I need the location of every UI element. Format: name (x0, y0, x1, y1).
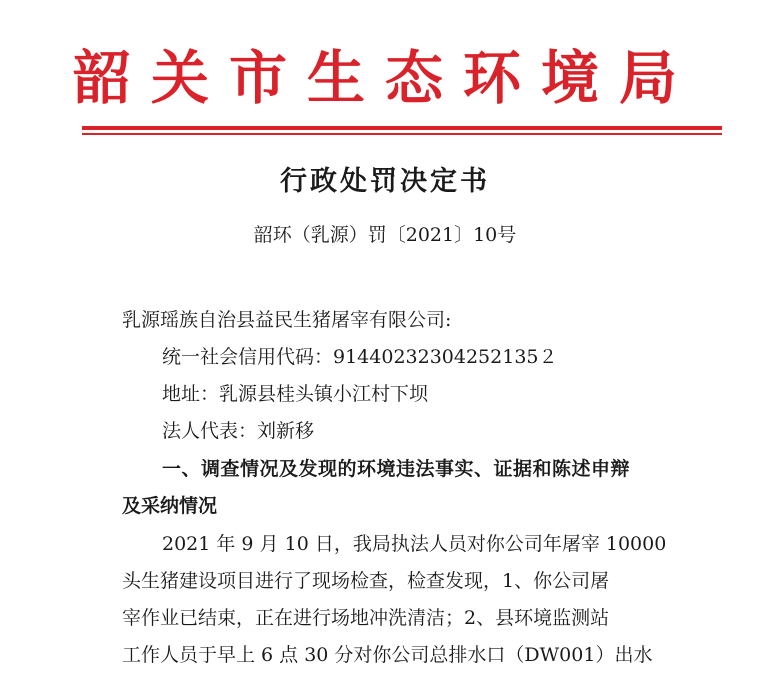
agency-name-header: 韶关市生态环境局 (72, 44, 697, 112)
body-paragraph-line: 宰作业已结束，正在进行场地冲洗清洁；2、县环境监测站 (122, 607, 610, 629)
recipient-address: 地址：乳源县桂头镇小江村下坝 (162, 383, 429, 405)
section-heading-line1: 一、调查情况及发现的环境违法事实、证据和陈述申辩 (162, 458, 631, 480)
section-heading-line2: 及采纳情况 (122, 495, 218, 517)
body-paragraph-line: 工作人员于早上 6 点 30 分对你公司总排水口（DW001）出水 (122, 644, 653, 666)
legal-representative: 法人代表：刘新移 (162, 420, 315, 442)
body-paragraph-line: 头生猪建设项目进行了现场检查，检查发现，1、你公司屠 (122, 570, 610, 592)
header-rule-thick (82, 126, 722, 130)
body-paragraph-line: 2021 年 9 月 10 日，我局执法人员对你公司年屠宰 10000 (162, 533, 667, 555)
document-title: 行政处罚决定书 (280, 166, 490, 197)
recipient-name: 乳源瑶族自治县益民生猪屠宰有限公司: (122, 309, 452, 331)
header-rule-thin (82, 133, 722, 135)
document-number: 韶环（乳源）罚〔2021〕10号 (253, 224, 517, 246)
credit-code: 统一社会信用代码：91440232304252135２ (162, 346, 558, 368)
